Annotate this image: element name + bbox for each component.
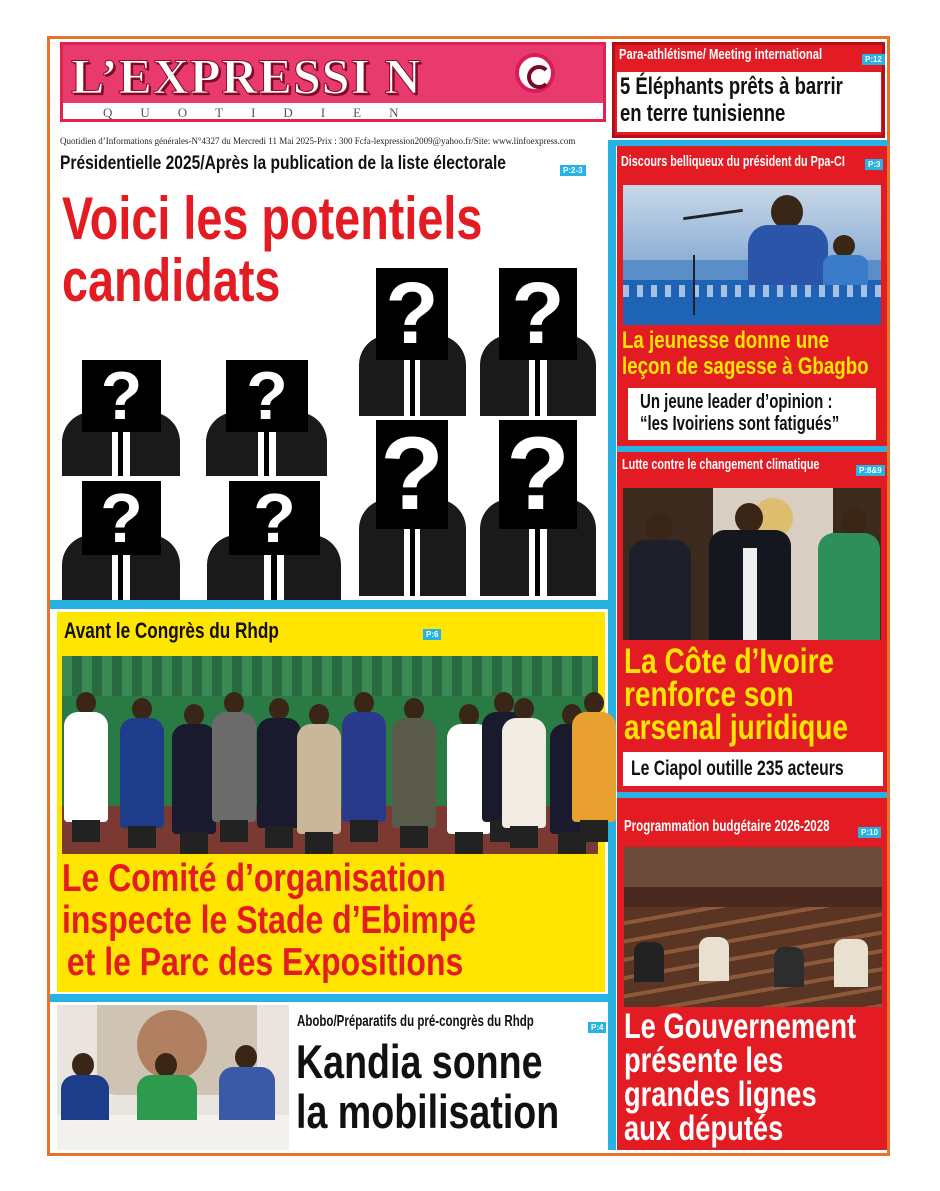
candidate-silhouette [354, 420, 470, 596]
budget-kicker: Programmation budgétaire 2026-2028 [624, 818, 830, 835]
main-headline-line1: Voici les potentiels [62, 185, 483, 252]
question-mark-icon: ? [499, 268, 577, 360]
climat-page-ref: P:8&9 [856, 465, 885, 476]
main-kicker: Présidentielle 2025/Après la publication de la liste électorale [60, 153, 506, 174]
budget-page-ref: P:10 [858, 827, 881, 838]
rhdp-people-group [62, 680, 598, 854]
person-figure [392, 698, 436, 848]
person-figure [257, 698, 301, 848]
candidate-silhouette [201, 360, 333, 476]
question-mark-icon: ? [82, 481, 161, 555]
abobo-headline: Kandia sonne la mobilisation [296, 1035, 560, 1138]
candidate-silhouette [201, 481, 347, 601]
ppa-headline: La jeunesse donne une leçon de sagesse à Gbagbo [622, 327, 869, 380]
person-figure [342, 692, 386, 842]
climat-subheadline: Le Ciapol outille 235 acteurs [631, 757, 844, 780]
budget-headline: Le Gouvernement présente les grandes lignes aux députés [624, 1007, 857, 1148]
question-mark-icon: ? [226, 360, 308, 432]
abobo-photo [57, 1005, 289, 1150]
masthead-title: L’EXPRESSI N [71, 48, 422, 104]
ppa-subheadline: Un jeune leader d’opinion : “les Ivoiriens sont fatigués” [640, 391, 840, 435]
question-mark-icon: ? [376, 420, 448, 529]
rhdp-kicker: Avant le Congrès du Rhdp [64, 618, 279, 643]
ppa-page-ref: P:3 [865, 159, 883, 170]
candidates-grid [57, 268, 610, 600]
candidate-silhouette [57, 481, 185, 601]
candidate-silhouette [475, 268, 601, 416]
abobo-kicker: Abobo/Préparatifs du pré-congrès du Rhdp [297, 1013, 534, 1030]
question-mark-icon: ? [82, 360, 161, 432]
main-page-ref: P:2-3 [560, 165, 586, 176]
climat-photo [623, 488, 881, 640]
abobo-page-ref: P:4 [588, 1022, 606, 1033]
rhdp-headline: Le Comité d’organisation inspecte le Stade d’Ebimpé et le Parc des Expositions [62, 857, 477, 984]
climat-kicker: Lutte contre le changement climatique [622, 456, 820, 473]
candidate-silhouette [57, 360, 185, 476]
rhdp-page-ref: P:6 [423, 629, 441, 640]
para-headline: 5 Éléphants prêts à barrir en terre tunisienne [620, 73, 843, 127]
person-figure [64, 692, 108, 842]
person-figure [502, 698, 546, 848]
ppa-kicker: Discours belliqueux du président du Ppa-CI [621, 153, 845, 170]
candidate-silhouette [475, 420, 601, 596]
main-headline-line2: candidats [62, 247, 281, 314]
person-figure [172, 704, 216, 854]
masthead [60, 42, 606, 122]
question-mark-icon: ? [229, 481, 320, 555]
question-mark-icon: ? [376, 268, 448, 360]
person-figure [572, 692, 616, 842]
masthead-subtitle: QUOTIDIEN [103, 105, 427, 120]
candidate-silhouette [354, 268, 470, 416]
swirl-logo-icon [515, 53, 555, 93]
para-page-ref: P:12 [862, 54, 885, 65]
question-mark-icon: ? [499, 420, 577, 529]
person-figure [212, 692, 256, 842]
budget-photo [624, 847, 882, 1007]
ppa-photo [623, 185, 881, 325]
person-figure [297, 704, 341, 854]
edition-info: Quotidien d’Informations générales-N°4327 du Mercredi 11 Mai 2025-Prix : 300 Fcfa-lexpression2009@yahoo.fr/Site: www.linfoexpress.com [60, 136, 576, 146]
climat-headline: La Côte d’Ivoire renforce son arsenal juridique [624, 642, 849, 747]
para-kicker: Para-athlétisme/ Meeting international [619, 46, 823, 63]
person-figure [120, 698, 164, 848]
